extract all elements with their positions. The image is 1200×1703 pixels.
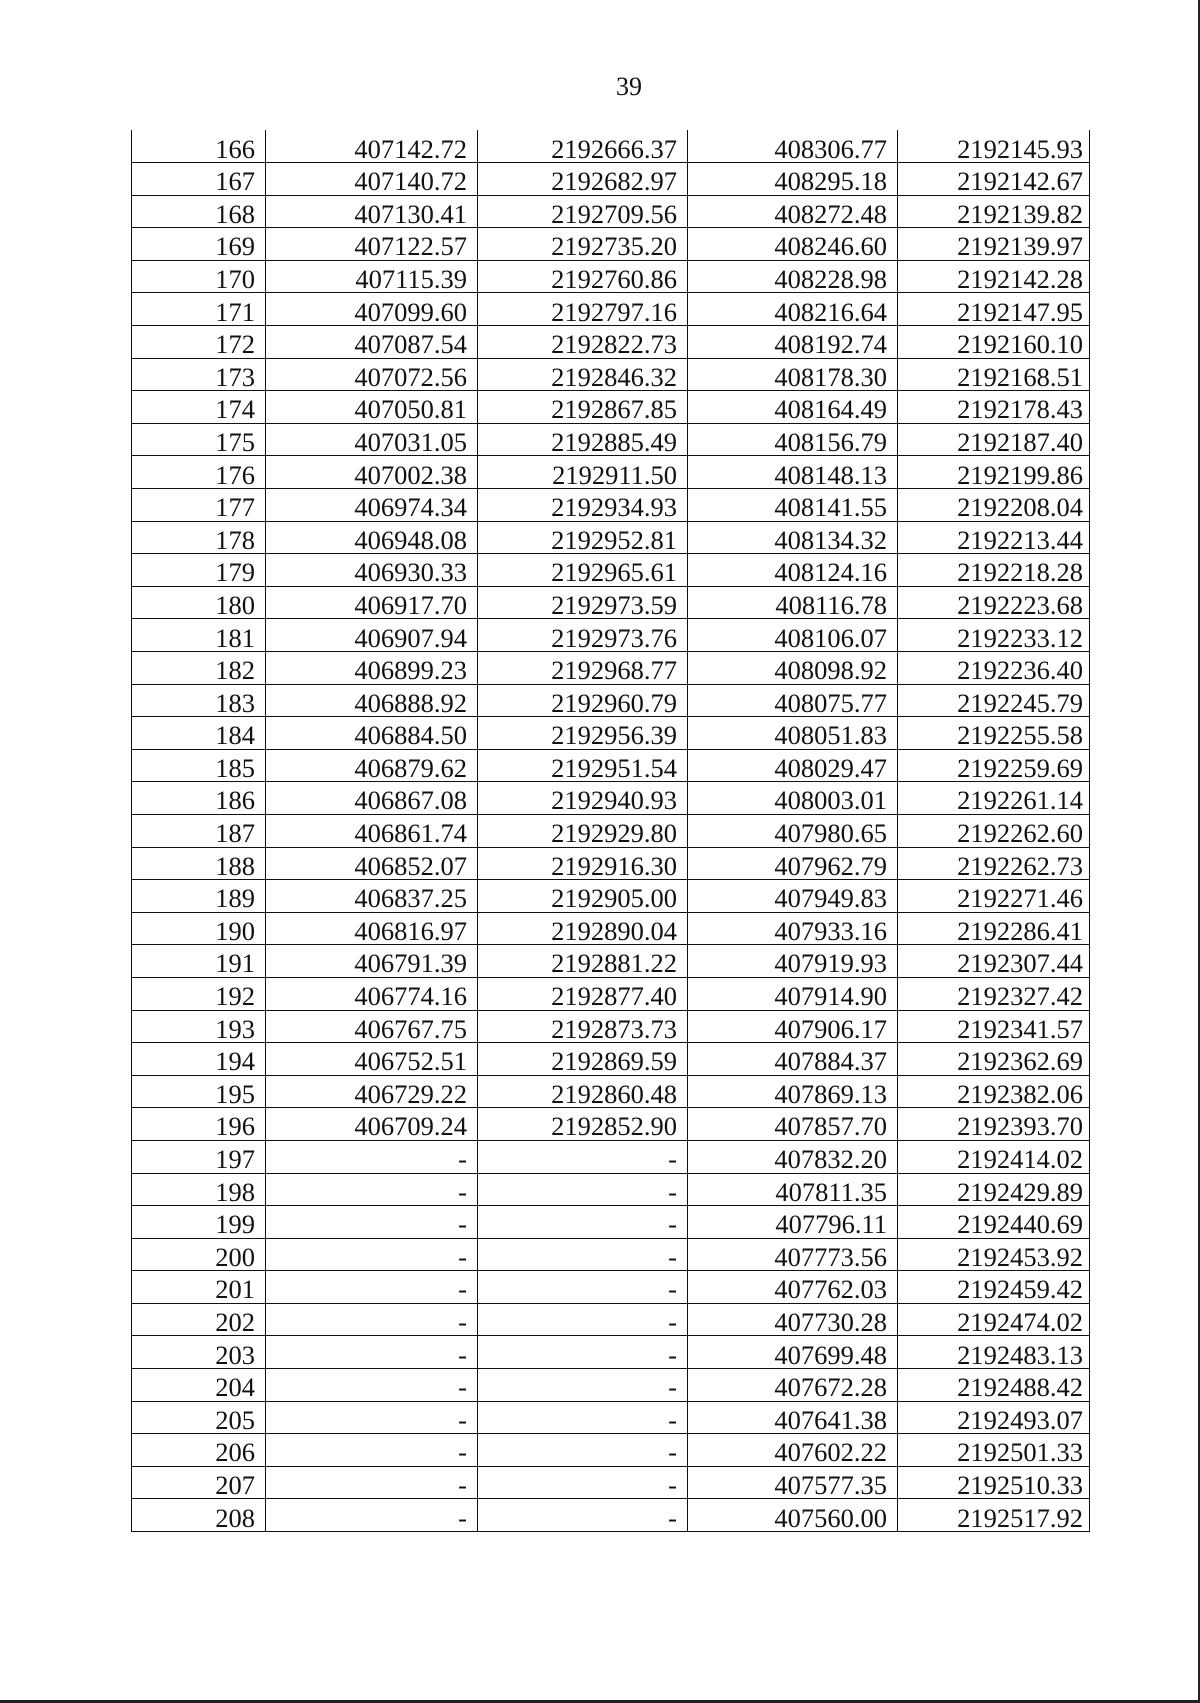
point-number-cell: 179 (132, 554, 266, 587)
y-coordinate-1-cell: 2192968.77 (478, 652, 688, 685)
point-number-cell: 184 (132, 717, 266, 750)
y-coordinate-2-cell: 2192453.92 (898, 1238, 1090, 1271)
y-coordinate-1-cell: 2192885.49 (478, 423, 688, 456)
y-coordinate-2-cell: 2192259.69 (898, 749, 1090, 782)
y-coordinate-1-cell: 2192709.56 (478, 195, 688, 228)
table-row (132, 326, 1090, 359)
point-number-cell: 178 (132, 521, 266, 554)
table-row (132, 814, 1090, 847)
y-coordinate-2-cell: 2192327.42 (898, 977, 1090, 1010)
point-number-cell: 181 (132, 619, 266, 652)
y-coordinate-2-cell: 2192218.28 (898, 554, 1090, 587)
table-row (132, 260, 1090, 293)
x-coordinate-2-cell: 408148.13 (688, 456, 898, 489)
y-coordinate-1-cell: 2192797.16 (478, 293, 688, 326)
y-coordinate-2-cell: 2192142.67 (898, 163, 1090, 196)
table-row (132, 195, 1090, 228)
x-coordinate-1-cell: - (266, 1369, 478, 1402)
table-row (132, 782, 1090, 815)
x-coordinate-2-cell: 407730.28 (688, 1303, 898, 1336)
y-coordinate-1-cell: 2192916.30 (478, 847, 688, 880)
x-coordinate-2-cell: 407980.65 (688, 814, 898, 847)
y-coordinate-2-cell: 2192145.93 (898, 130, 1090, 163)
y-coordinate-1-cell: 2192873.73 (478, 1010, 688, 1043)
x-coordinate-2-cell: 408228.98 (688, 260, 898, 293)
coordinates-table-body (132, 130, 1090, 1532)
x-coordinate-2-cell: 407560.00 (688, 1499, 898, 1532)
x-coordinate-2-cell: 408178.30 (688, 358, 898, 391)
point-number-cell: 199 (132, 1206, 266, 1239)
y-coordinate-1-cell: 2192760.86 (478, 260, 688, 293)
y-coordinate-1-cell: - (478, 1466, 688, 1499)
y-coordinate-2-cell: 2192168.51 (898, 358, 1090, 391)
y-coordinate-1-cell: 2192905.00 (478, 880, 688, 913)
coordinates-table (131, 130, 1090, 1532)
y-coordinate-2-cell: 2192286.41 (898, 912, 1090, 945)
x-coordinate-2-cell: 407914.90 (688, 977, 898, 1010)
x-coordinate-2-cell: 407672.28 (688, 1369, 898, 1402)
x-coordinate-2-cell: 407832.20 (688, 1140, 898, 1173)
x-coordinate-1-cell: - (266, 1336, 478, 1369)
y-coordinate-1-cell: 2192973.59 (478, 586, 688, 619)
x-coordinate-1-cell: 406907.94 (266, 619, 478, 652)
y-coordinate-1-cell: 2192973.76 (478, 619, 688, 652)
y-coordinate-1-cell: 2192735.20 (478, 228, 688, 261)
y-coordinate-1-cell: - (478, 1369, 688, 1402)
x-coordinate-1-cell: 406837.25 (266, 880, 478, 913)
y-coordinate-2-cell: 2192501.33 (898, 1434, 1090, 1467)
table-row (132, 1173, 1090, 1206)
y-coordinate-1-cell: - (478, 1434, 688, 1467)
y-coordinate-1-cell: 2192852.90 (478, 1108, 688, 1141)
x-coordinate-2-cell: 408051.83 (688, 717, 898, 750)
x-coordinate-1-cell: 407122.57 (266, 228, 478, 261)
y-coordinate-1-cell: - (478, 1401, 688, 1434)
point-number-cell: 195 (132, 1075, 266, 1108)
y-coordinate-1-cell: - (478, 1238, 688, 1271)
x-coordinate-2-cell: 408156.79 (688, 423, 898, 456)
point-number-cell: 202 (132, 1303, 266, 1336)
table-row (132, 684, 1090, 717)
y-coordinate-2-cell: 2192139.82 (898, 195, 1090, 228)
x-coordinate-1-cell: - (266, 1434, 478, 1467)
x-coordinate-1-cell: 406884.50 (266, 717, 478, 750)
point-number-cell: 167 (132, 163, 266, 196)
x-coordinate-2-cell: 407577.35 (688, 1466, 898, 1499)
x-coordinate-2-cell: 407699.48 (688, 1336, 898, 1369)
point-number-cell: 166 (132, 130, 266, 163)
x-coordinate-2-cell: 408124.16 (688, 554, 898, 587)
x-coordinate-1-cell: 406816.97 (266, 912, 478, 945)
x-coordinate-2-cell: 407906.17 (688, 1010, 898, 1043)
table-row (132, 1206, 1090, 1239)
point-number-cell: 208 (132, 1499, 266, 1532)
x-coordinate-1-cell: - (266, 1173, 478, 1206)
y-coordinate-1-cell: 2192952.81 (478, 521, 688, 554)
point-number-cell: 203 (132, 1336, 266, 1369)
table-row (132, 358, 1090, 391)
y-coordinate-1-cell: - (478, 1206, 688, 1239)
y-coordinate-2-cell: 2192187.40 (898, 423, 1090, 456)
x-coordinate-2-cell: 407919.93 (688, 945, 898, 978)
x-coordinate-2-cell: 407949.83 (688, 880, 898, 913)
table-row (132, 456, 1090, 489)
x-coordinate-1-cell: - (266, 1140, 478, 1173)
point-number-cell: 182 (132, 652, 266, 685)
y-coordinate-1-cell: - (478, 1303, 688, 1336)
x-coordinate-1-cell: 407130.41 (266, 195, 478, 228)
x-coordinate-2-cell: 408134.32 (688, 521, 898, 554)
point-number-cell: 190 (132, 912, 266, 945)
x-coordinate-2-cell: 408306.77 (688, 130, 898, 163)
point-number-cell: 177 (132, 489, 266, 522)
point-number-cell: 171 (132, 293, 266, 326)
y-coordinate-2-cell: 2192199.86 (898, 456, 1090, 489)
x-coordinate-2-cell: 407762.03 (688, 1271, 898, 1304)
point-number-cell: 207 (132, 1466, 266, 1499)
y-coordinate-1-cell: 2192965.61 (478, 554, 688, 587)
point-number-cell: 169 (132, 228, 266, 261)
x-coordinate-1-cell: 406879.62 (266, 749, 478, 782)
table-row (132, 391, 1090, 424)
y-coordinate-2-cell: 2192510.33 (898, 1466, 1090, 1499)
y-coordinate-2-cell: 2192488.42 (898, 1369, 1090, 1402)
point-number-cell: 176 (132, 456, 266, 489)
x-coordinate-2-cell: 407811.35 (688, 1173, 898, 1206)
table-row (132, 521, 1090, 554)
point-number-cell: 197 (132, 1140, 266, 1173)
x-coordinate-2-cell: 408192.74 (688, 326, 898, 359)
table-row (132, 1271, 1090, 1304)
table-row (132, 489, 1090, 522)
point-number-cell: 173 (132, 358, 266, 391)
y-coordinate-1-cell: - (478, 1140, 688, 1173)
table-row (132, 554, 1090, 587)
y-coordinate-2-cell: 2192147.95 (898, 293, 1090, 326)
y-coordinate-1-cell: 2192956.39 (478, 717, 688, 750)
x-coordinate-1-cell: 407002.38 (266, 456, 478, 489)
y-coordinate-2-cell: 2192459.42 (898, 1271, 1090, 1304)
y-coordinate-2-cell: 2192245.79 (898, 684, 1090, 717)
x-coordinate-1-cell: 407087.54 (266, 326, 478, 359)
y-coordinate-1-cell: 2192960.79 (478, 684, 688, 717)
y-coordinate-1-cell: - (478, 1336, 688, 1369)
table-row (132, 977, 1090, 1010)
y-coordinate-1-cell: 2192822.73 (478, 326, 688, 359)
table-row (132, 1499, 1090, 1532)
table-row (132, 1140, 1090, 1173)
table-row (132, 163, 1090, 196)
y-coordinate-1-cell: - (478, 1173, 688, 1206)
y-coordinate-1-cell: 2192951.54 (478, 749, 688, 782)
table-row (132, 1434, 1090, 1467)
y-coordinate-2-cell: 2192262.60 (898, 814, 1090, 847)
point-number-cell: 200 (132, 1238, 266, 1271)
y-coordinate-2-cell: 2192414.02 (898, 1140, 1090, 1173)
x-coordinate-1-cell: - (266, 1206, 478, 1239)
point-number-cell: 189 (132, 880, 266, 913)
y-coordinate-2-cell: 2192517.92 (898, 1499, 1090, 1532)
y-coordinate-2-cell: 2192307.44 (898, 945, 1090, 978)
point-number-cell: 180 (132, 586, 266, 619)
point-number-cell: 185 (132, 749, 266, 782)
y-coordinate-2-cell: 2192382.06 (898, 1075, 1090, 1108)
x-coordinate-1-cell: 407140.72 (266, 163, 478, 196)
y-coordinate-2-cell: 2192139.97 (898, 228, 1090, 261)
x-coordinate-1-cell: 406767.75 (266, 1010, 478, 1043)
point-number-cell: 193 (132, 1010, 266, 1043)
point-number-cell: 183 (132, 684, 266, 717)
x-coordinate-1-cell: - (266, 1466, 478, 1499)
y-coordinate-1-cell: 2192890.04 (478, 912, 688, 945)
point-number-cell: 194 (132, 1043, 266, 1076)
table-row (132, 228, 1090, 261)
point-number-cell: 196 (132, 1108, 266, 1141)
y-coordinate-2-cell: 2192341.57 (898, 1010, 1090, 1043)
table-row (132, 1010, 1090, 1043)
y-coordinate-2-cell: 2192362.69 (898, 1043, 1090, 1076)
x-coordinate-1-cell: 406791.39 (266, 945, 478, 978)
point-number-cell: 186 (132, 782, 266, 815)
table-row (132, 1108, 1090, 1141)
x-coordinate-1-cell: 407142.72 (266, 130, 478, 163)
page-number: 39 (616, 72, 642, 101)
x-coordinate-1-cell: 406948.08 (266, 521, 478, 554)
x-coordinate-2-cell: 408246.60 (688, 228, 898, 261)
y-coordinate-1-cell: 2192682.97 (478, 163, 688, 196)
y-coordinate-1-cell: 2192860.48 (478, 1075, 688, 1108)
table-row (132, 586, 1090, 619)
y-coordinate-2-cell: 2192233.12 (898, 619, 1090, 652)
x-coordinate-1-cell: 407099.60 (266, 293, 478, 326)
y-coordinate-2-cell: 2192223.68 (898, 586, 1090, 619)
x-coordinate-2-cell: 407962.79 (688, 847, 898, 880)
point-number-cell: 206 (132, 1434, 266, 1467)
x-coordinate-2-cell: 408141.55 (688, 489, 898, 522)
point-number-cell: 205 (132, 1401, 266, 1434)
x-coordinate-1-cell: 406709.24 (266, 1108, 478, 1141)
x-coordinate-1-cell: 406867.08 (266, 782, 478, 815)
point-number-cell: 188 (132, 847, 266, 880)
table-row (132, 130, 1090, 163)
table-row (132, 619, 1090, 652)
table-row (132, 1336, 1090, 1369)
x-coordinate-2-cell: 408098.92 (688, 652, 898, 685)
point-number-cell: 204 (132, 1369, 266, 1402)
y-coordinate-2-cell: 2192255.58 (898, 717, 1090, 750)
x-coordinate-2-cell: 407857.70 (688, 1108, 898, 1141)
x-coordinate-1-cell: 406861.74 (266, 814, 478, 847)
y-coordinate-1-cell: 2192869.59 (478, 1043, 688, 1076)
x-coordinate-1-cell: 406729.22 (266, 1075, 478, 1108)
point-number-cell: 175 (132, 423, 266, 456)
y-coordinate-1-cell: 2192934.93 (478, 489, 688, 522)
x-coordinate-2-cell: 407641.38 (688, 1401, 898, 1434)
x-coordinate-1-cell: 406974.34 (266, 489, 478, 522)
x-coordinate-2-cell: 408003.01 (688, 782, 898, 815)
point-number-cell: 170 (132, 260, 266, 293)
y-coordinate-1-cell: 2192929.80 (478, 814, 688, 847)
x-coordinate-1-cell: 406852.07 (266, 847, 478, 880)
x-coordinate-2-cell: 407602.22 (688, 1434, 898, 1467)
y-coordinate-2-cell: 2192262.73 (898, 847, 1090, 880)
x-coordinate-1-cell: 407072.56 (266, 358, 478, 391)
table-row (132, 912, 1090, 945)
x-coordinate-2-cell: 408075.77 (688, 684, 898, 717)
table-row (132, 880, 1090, 913)
y-coordinate-1-cell: 2192911.50 (478, 456, 688, 489)
y-coordinate-2-cell: 2192440.69 (898, 1206, 1090, 1239)
table-row (132, 1303, 1090, 1336)
table-row (132, 749, 1090, 782)
y-coordinate-1-cell: 2192666.37 (478, 130, 688, 163)
x-coordinate-1-cell: 406899.23 (266, 652, 478, 685)
y-coordinate-2-cell: 2192236.40 (898, 652, 1090, 685)
y-coordinate-2-cell: 2192271.46 (898, 880, 1090, 913)
x-coordinate-2-cell: 407796.11 (688, 1206, 898, 1239)
x-coordinate-1-cell: 406930.33 (266, 554, 478, 587)
point-number-cell: 172 (132, 326, 266, 359)
x-coordinate-1-cell: - (266, 1238, 478, 1271)
x-coordinate-1-cell: 407115.39 (266, 260, 478, 293)
x-coordinate-2-cell: 408029.47 (688, 749, 898, 782)
table-row (132, 293, 1090, 326)
table-row (132, 1238, 1090, 1271)
x-coordinate-1-cell: 406774.16 (266, 977, 478, 1010)
x-coordinate-2-cell: 407884.37 (688, 1043, 898, 1076)
x-coordinate-2-cell: 407933.16 (688, 912, 898, 945)
x-coordinate-2-cell: 408295.18 (688, 163, 898, 196)
y-coordinate-1-cell: 2192940.93 (478, 782, 688, 815)
y-coordinate-1-cell: 2192881.22 (478, 945, 688, 978)
y-coordinate-2-cell: 2192213.44 (898, 521, 1090, 554)
table-row (132, 1369, 1090, 1402)
table-row (132, 847, 1090, 880)
y-coordinate-2-cell: 2192493.07 (898, 1401, 1090, 1434)
y-coordinate-1-cell: 2192867.85 (478, 391, 688, 424)
x-coordinate-2-cell: 407869.13 (688, 1075, 898, 1108)
y-coordinate-2-cell: 2192474.02 (898, 1303, 1090, 1336)
y-coordinate-1-cell: 2192846.32 (478, 358, 688, 391)
x-coordinate-2-cell: 407773.56 (688, 1238, 898, 1271)
y-coordinate-2-cell: 2192142.28 (898, 260, 1090, 293)
x-coordinate-2-cell: 408272.48 (688, 195, 898, 228)
point-number-cell: 201 (132, 1271, 266, 1304)
table-row (132, 652, 1090, 685)
point-number-cell: 191 (132, 945, 266, 978)
table-row (132, 945, 1090, 978)
table-row (132, 1466, 1090, 1499)
x-coordinate-1-cell: - (266, 1303, 478, 1336)
y-coordinate-1-cell: - (478, 1271, 688, 1304)
x-coordinate-1-cell: 406917.70 (266, 586, 478, 619)
x-coordinate-1-cell: - (266, 1499, 478, 1532)
table-row (132, 1075, 1090, 1108)
x-coordinate-2-cell: 408216.64 (688, 293, 898, 326)
x-coordinate-1-cell: - (266, 1271, 478, 1304)
point-number-cell: 168 (132, 195, 266, 228)
y-coordinate-2-cell: 2192160.10 (898, 326, 1090, 359)
y-coordinate-2-cell: 2192178.43 (898, 391, 1090, 424)
y-coordinate-2-cell: 2192393.70 (898, 1108, 1090, 1141)
table-row (132, 717, 1090, 750)
point-number-cell: 174 (132, 391, 266, 424)
y-coordinate-2-cell: 2192429.89 (898, 1173, 1090, 1206)
point-number-cell: 192 (132, 977, 266, 1010)
x-coordinate-2-cell: 408164.49 (688, 391, 898, 424)
y-coordinate-2-cell: 2192208.04 (898, 489, 1090, 522)
y-coordinate-1-cell: - (478, 1499, 688, 1532)
point-number-cell: 198 (132, 1173, 266, 1206)
table-row (132, 1401, 1090, 1434)
x-coordinate-1-cell: 407050.81 (266, 391, 478, 424)
x-coordinate-2-cell: 408116.78 (688, 586, 898, 619)
x-coordinate-1-cell: - (266, 1401, 478, 1434)
x-coordinate-1-cell: 406752.51 (266, 1043, 478, 1076)
y-coordinate-1-cell: 2192877.40 (478, 977, 688, 1010)
y-coordinate-2-cell: 2192261.14 (898, 782, 1090, 815)
table-row (132, 423, 1090, 456)
x-coordinate-1-cell: 406888.92 (266, 684, 478, 717)
point-number-cell: 187 (132, 814, 266, 847)
y-coordinate-2-cell: 2192483.13 (898, 1336, 1090, 1369)
x-coordinate-2-cell: 408106.07 (688, 619, 898, 652)
x-coordinate-1-cell: 407031.05 (266, 423, 478, 456)
table-row (132, 1043, 1090, 1076)
